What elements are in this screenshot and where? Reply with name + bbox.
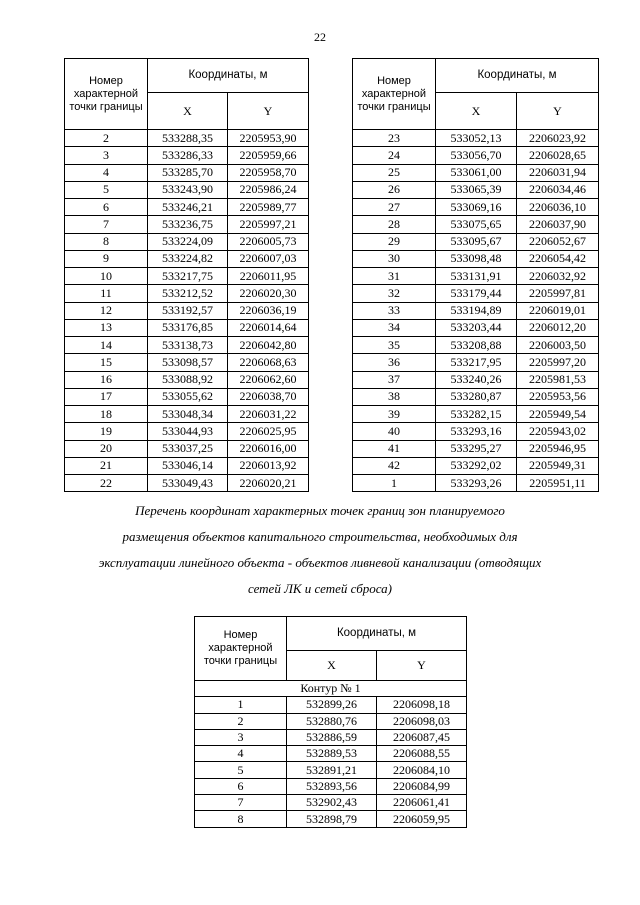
table-row: [65, 302, 309, 319]
table-row: [65, 319, 309, 336]
table-row: [65, 199, 309, 216]
y-coordinate-cell: 2205959,66: [228, 147, 309, 164]
x-coordinate-cell: 533138,73: [148, 337, 228, 354]
point-number-cell: 10: [65, 268, 148, 285]
x-coordinate-cell: 533194,89: [436, 302, 517, 319]
y-coordinate-cell: 2206020,21: [228, 475, 309, 492]
x-coordinate-cell: 533192,57: [148, 302, 228, 319]
x-coordinate-cell: 533286,33: [148, 147, 228, 164]
point-number-cell: 20: [65, 440, 148, 457]
x-coordinate-cell: 533217,95: [436, 354, 517, 371]
x-coordinate-cell: 533179,44: [436, 285, 517, 302]
x-coordinate-cell: 533098,48: [436, 250, 517, 267]
x-coordinate-cell: 533037,25: [148, 440, 228, 457]
table-row: [353, 164, 599, 181]
point-number-cell: 1: [353, 475, 436, 492]
point-number-cell: 36: [353, 354, 436, 371]
point-number-cell: 34: [353, 319, 436, 336]
x-coordinate-cell: 533203,44: [436, 319, 517, 336]
table-row: [65, 440, 309, 457]
y-coordinate-cell: 2205997,81: [517, 285, 599, 302]
y-coordinate-cell: 2206031,22: [228, 406, 309, 423]
x-coordinate-cell: 533088,92: [148, 371, 228, 388]
point-number-cell: 7: [195, 795, 287, 811]
coordinates-table-contour: [194, 616, 467, 828]
table-row: [65, 354, 309, 371]
point-number-cell: 4: [65, 164, 148, 181]
point-number-cell: 5: [65, 181, 148, 198]
x-coordinate-cell: 533292,02: [436, 457, 517, 474]
y-coordinate-cell: 2205943,02: [517, 423, 599, 440]
point-number-cell: 7: [65, 216, 148, 233]
x-coordinate-cell: 533208,88: [436, 337, 517, 354]
x-coordinate-cell: 533246,21: [148, 199, 228, 216]
x-coordinate-cell: 533212,52: [148, 285, 228, 302]
point-number-cell: 29: [353, 233, 436, 250]
x-header: X: [287, 651, 377, 681]
coordinates-header: Координаты, м: [148, 59, 309, 93]
y-coordinate-cell: 2205989,77: [228, 199, 309, 216]
table-row: [65, 457, 309, 474]
y-coordinate-cell: 2206052,67: [517, 233, 599, 250]
y-header: Y: [377, 651, 467, 681]
table-row: [353, 423, 599, 440]
x-coordinate-cell: 533069,16: [436, 199, 517, 216]
point-number-cell: 25: [353, 164, 436, 181]
point-number-cell: 3: [195, 729, 287, 745]
y-coordinate-cell: 2206011,95: [228, 268, 309, 285]
caption-line: размещения объектов капитального строительства, необходимых для: [122, 529, 518, 544]
x-coordinate-cell: 533052,13: [436, 130, 517, 147]
point-number-cell: 37: [353, 371, 436, 388]
table-row: [353, 457, 599, 474]
y-coordinate-cell: 2205949,31: [517, 457, 599, 474]
x-coordinate-cell: 532898,79: [287, 811, 377, 827]
x-coordinate-cell: 532902,43: [287, 795, 377, 811]
table-row: [353, 440, 599, 457]
point-number-cell: 1: [195, 697, 287, 713]
point-number-cell: 21: [65, 457, 148, 474]
table-row: [353, 233, 599, 250]
table-row: [353, 181, 599, 198]
x-coordinate-cell: 533055,62: [148, 388, 228, 405]
y-coordinate-cell: 2206020,30: [228, 285, 309, 302]
table-row: [353, 302, 599, 319]
table-body: [65, 130, 309, 492]
table-row: [65, 337, 309, 354]
table-row: [195, 713, 467, 729]
point-number-cell: 16: [65, 371, 148, 388]
table-row: [195, 795, 467, 811]
x-coordinate-cell: 533293,26: [436, 475, 517, 492]
y-coordinate-cell: 2205953,56: [517, 388, 599, 405]
table-row: [195, 729, 467, 745]
point-number-cell: 12: [65, 302, 148, 319]
point-number-cell: 4: [195, 746, 287, 762]
y-coordinate-cell: 2206068,63: [228, 354, 309, 371]
contour-label: Контур № 1: [195, 681, 467, 697]
x-coordinate-cell: 533285,70: [148, 164, 228, 181]
coordinates-header: Координаты, м: [436, 59, 599, 93]
point-number-cell: 30: [353, 250, 436, 267]
point-number-cell: 8: [65, 233, 148, 250]
x-coordinate-cell: 533280,87: [436, 388, 517, 405]
x-coordinate-cell: 532899,26: [287, 697, 377, 713]
point-number-cell: 28: [353, 216, 436, 233]
point-number-cell: 39: [353, 406, 436, 423]
table-row: [65, 130, 309, 147]
table-row: [65, 285, 309, 302]
table-row: [353, 216, 599, 233]
y-coordinate-cell: 2206098,03: [377, 713, 467, 729]
point-number-cell: 32: [353, 285, 436, 302]
y-coordinate-cell: 2206036,19: [228, 302, 309, 319]
y-coordinate-cell: 2205958,70: [228, 164, 309, 181]
table-row: [353, 475, 599, 492]
point-number-cell: 35: [353, 337, 436, 354]
x-coordinate-cell: 533288,35: [148, 130, 228, 147]
point-number-header: Номер характерной точки границы: [353, 59, 436, 130]
table-row: [353, 337, 599, 354]
table-row: [65, 181, 309, 198]
table-row: [353, 354, 599, 371]
point-number-cell: 26: [353, 181, 436, 198]
y-coordinate-cell: 2206054,42: [517, 250, 599, 267]
x-coordinate-cell: 533048,34: [148, 406, 228, 423]
coordinates-table-right: [352, 58, 599, 492]
point-number-cell: 42: [353, 457, 436, 474]
point-number-cell: 38: [353, 388, 436, 405]
point-number-cell: 24: [353, 147, 436, 164]
table-row: [65, 388, 309, 405]
table-row: [353, 199, 599, 216]
y-coordinate-cell: 2205997,20: [517, 354, 599, 371]
section-caption: [60, 498, 580, 602]
table-row: [353, 250, 599, 267]
x-coordinate-cell: 532891,21: [287, 762, 377, 778]
y-coordinate-cell: 2206013,92: [228, 457, 309, 474]
point-number-cell: 6: [65, 199, 148, 216]
caption-line: Перечень координат характерных точек границ зон планируемого: [135, 503, 505, 518]
point-number-cell: 40: [353, 423, 436, 440]
table-row: [353, 285, 599, 302]
caption-line: сетей ЛК и сетей сброса): [247, 581, 393, 596]
point-number-cell: 41: [353, 440, 436, 457]
point-number-cell: 5: [195, 762, 287, 778]
y-coordinate-cell: 2206088,55: [377, 746, 467, 762]
x-coordinate-cell: 533098,57: [148, 354, 228, 371]
y-coordinate-cell: 2206084,10: [377, 762, 467, 778]
table-row: [195, 811, 467, 827]
y-coordinate-cell: 2206042,80: [228, 337, 309, 354]
table-row: [65, 233, 309, 250]
y-coordinate-cell: 2206059,95: [377, 811, 467, 827]
table-row: [195, 762, 467, 778]
x-coordinate-cell: 533061,00: [436, 164, 517, 181]
table-row: [195, 746, 467, 762]
point-number-cell: 33: [353, 302, 436, 319]
x-coordinate-cell: 533065,39: [436, 181, 517, 198]
table-row: [65, 406, 309, 423]
point-number-cell: 23: [353, 130, 436, 147]
y-coordinate-cell: 2205981,53: [517, 371, 599, 388]
y-coordinate-cell: 2205953,90: [228, 130, 309, 147]
table-row: [65, 147, 309, 164]
y-coordinate-cell: 2206007,03: [228, 250, 309, 267]
table-row: [65, 164, 309, 181]
table-row: [353, 319, 599, 336]
y-coordinate-cell: 2206023,92: [517, 130, 599, 147]
table-row: [353, 406, 599, 423]
x-coordinate-cell: 533295,27: [436, 440, 517, 457]
point-number-cell: 8: [195, 811, 287, 827]
x-coordinate-cell: 533282,15: [436, 406, 517, 423]
y-coordinate-cell: 2206098,18: [377, 697, 467, 713]
y-coordinate-cell: 2206062,60: [228, 371, 309, 388]
table-row: [195, 697, 467, 713]
y-coordinate-cell: 2206032,92: [517, 268, 599, 285]
point-number-cell: 9: [65, 250, 148, 267]
table-row: [65, 268, 309, 285]
point-number-cell: 22: [65, 475, 148, 492]
page-number: 22: [314, 30, 326, 44]
x-coordinate-cell: 533176,85: [148, 319, 228, 336]
point-number-cell: 17: [65, 388, 148, 405]
caption-line: эксплуатации линейного объекта - объектов ливневой канализации (отводящих: [98, 555, 542, 570]
x-coordinate-cell: 533236,75: [148, 216, 228, 233]
x-coordinate-cell: 532889,53: [287, 746, 377, 762]
point-number-cell: 6: [195, 778, 287, 794]
point-number-header: Номер характерной точки границы: [195, 617, 287, 681]
x-coordinate-cell: 533224,09: [148, 233, 228, 250]
x-coordinate-cell: 533293,16: [436, 423, 517, 440]
y-coordinate-cell: 2206036,10: [517, 199, 599, 216]
table-row: [65, 475, 309, 492]
x-coordinate-cell: 533243,90: [148, 181, 228, 198]
x-coordinate-cell: 533131,91: [436, 268, 517, 285]
point-number-header: Номер характерной точки границы: [65, 59, 148, 130]
y-coordinate-cell: 2206025,95: [228, 423, 309, 440]
x-coordinate-cell: 533056,70: [436, 147, 517, 164]
y-coordinate-cell: 2206028,65: [517, 147, 599, 164]
y-coordinate-cell: 2206014,64: [228, 319, 309, 336]
table-row: [353, 130, 599, 147]
table-row: [353, 268, 599, 285]
y-coordinate-cell: 2205949,54: [517, 406, 599, 423]
x-coordinate-cell: 532893,56: [287, 778, 377, 794]
point-number-cell: 14: [65, 337, 148, 354]
y-coordinate-cell: 2206084,99: [377, 778, 467, 794]
table-row: [65, 216, 309, 233]
table-row: [65, 423, 309, 440]
y-coordinate-cell: 2206034,46: [517, 181, 599, 198]
x-coordinate-cell: 533049,43: [148, 475, 228, 492]
y-coordinate-cell: 2206012,20: [517, 319, 599, 336]
y-coordinate-cell: 2206087,45: [377, 729, 467, 745]
table-row: [65, 371, 309, 388]
x-coordinate-cell: 533075,65: [436, 216, 517, 233]
point-number-cell: 27: [353, 199, 436, 216]
y-coordinate-cell: 2206016,00: [228, 440, 309, 457]
x-coordinate-cell: 533044,93: [148, 423, 228, 440]
x-coordinate-cell: 532886,59: [287, 729, 377, 745]
table-row: [195, 778, 467, 794]
table-body: [353, 130, 599, 492]
x-coordinate-cell: 532880,76: [287, 713, 377, 729]
table-body: [195, 681, 467, 828]
coordinates-table-left: [64, 58, 309, 492]
point-number-cell: 19: [65, 423, 148, 440]
y-coordinate-cell: 2205946,95: [517, 440, 599, 457]
x-coordinate-cell: 533217,75: [148, 268, 228, 285]
x-coordinate-cell: 533046,14: [148, 457, 228, 474]
y-coordinate-cell: 2206019,01: [517, 302, 599, 319]
y-coordinate-cell: 2206031,94: [517, 164, 599, 181]
table-row: [353, 371, 599, 388]
y-coordinate-cell: 2205951,11: [517, 475, 599, 492]
point-number-cell: 3: [65, 147, 148, 164]
point-number-cell: 18: [65, 406, 148, 423]
x-header: X: [148, 93, 228, 130]
point-number-cell: 2: [65, 130, 148, 147]
x-coordinate-cell: 533240,26: [436, 371, 517, 388]
point-number-cell: 31: [353, 268, 436, 285]
y-coordinate-cell: 2206037,90: [517, 216, 599, 233]
y-header: Y: [228, 93, 309, 130]
table-row: [65, 250, 309, 267]
x-coordinate-cell: 533224,82: [148, 250, 228, 267]
y-coordinate-cell: 2205997,21: [228, 216, 309, 233]
y-coordinate-cell: 2205986,24: [228, 181, 309, 198]
y-header: Y: [517, 93, 599, 130]
y-coordinate-cell: 2206003,50: [517, 337, 599, 354]
point-number-cell: 2: [195, 713, 287, 729]
x-header: X: [436, 93, 517, 130]
table-row: [353, 147, 599, 164]
point-number-cell: 13: [65, 319, 148, 336]
y-coordinate-cell: 2206005,73: [228, 233, 309, 250]
x-coordinate-cell: 533095,67: [436, 233, 517, 250]
y-coordinate-cell: 2206061,41: [377, 795, 467, 811]
point-number-cell: 15: [65, 354, 148, 371]
point-number-cell: 11: [65, 285, 148, 302]
coordinates-header: Координаты, м: [287, 617, 467, 651]
y-coordinate-cell: 2206038,70: [228, 388, 309, 405]
table-row: [353, 388, 599, 405]
